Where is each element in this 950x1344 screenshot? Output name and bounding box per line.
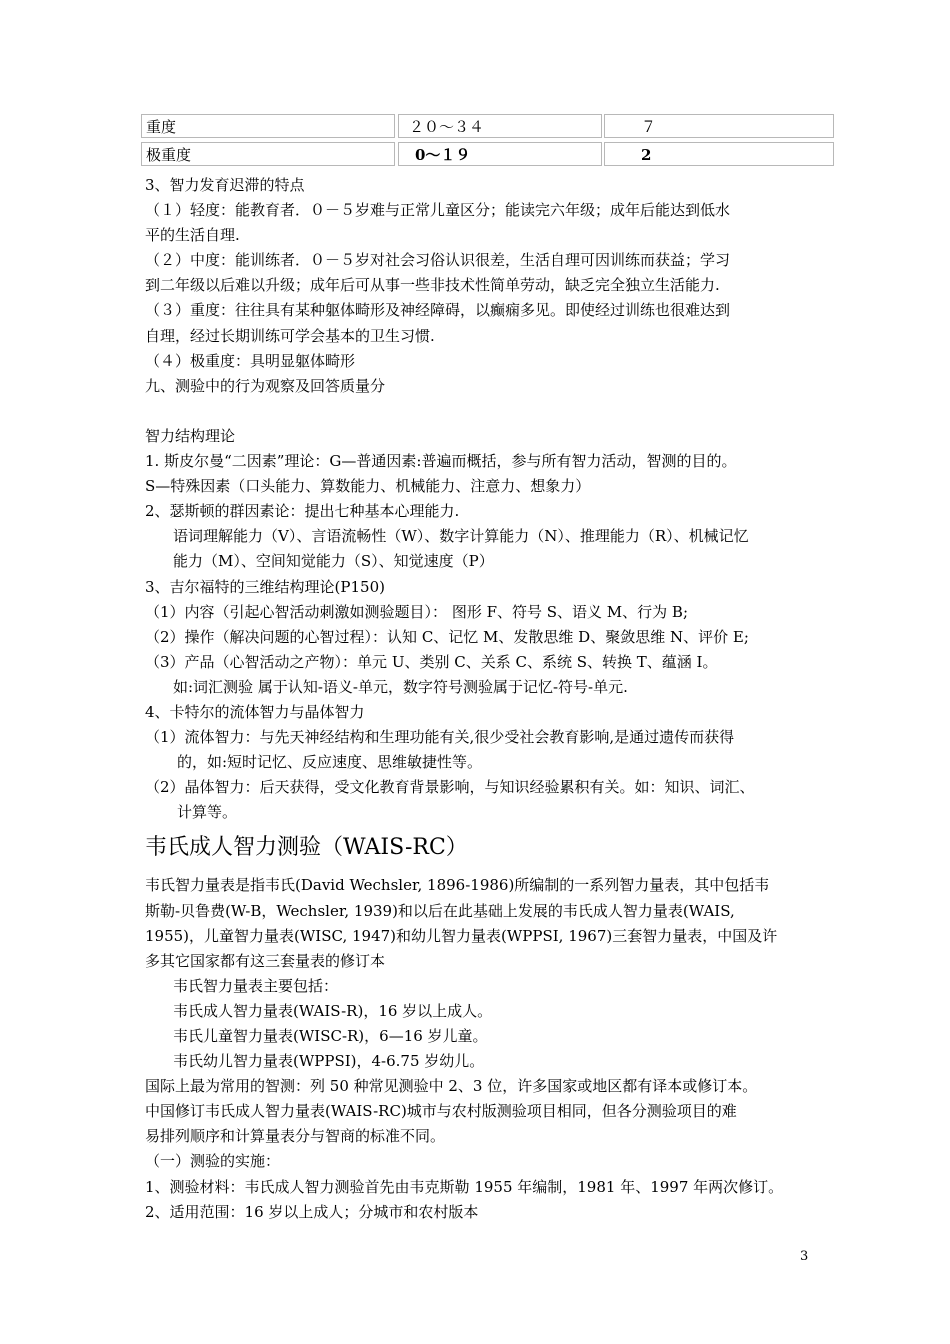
list-item: 韦氏儿童智力量表(WISC-R)，6—16 岁儿童。 (173, 1027, 488, 1045)
paragraph-line: 1. 斯皮尔曼“二因素”理论：G—普通因素:普遍而概括，参与所有智力活动，智测的目的。 (145, 452, 737, 471)
section-heading: 智力结构理论 (145, 426, 236, 445)
paragraph-line: （１）轻度：能教育者．０－５岁难与正常儿童区分；能读完六年级；成年后能达到低水 (145, 201, 731, 220)
paragraph-line: 2、瑟斯顿的群因素论：提出七种基本心理能力. (145, 502, 460, 521)
section-heading: （一）测验的实施： (145, 1152, 281, 1171)
table-cell-level: 极重度 (141, 142, 395, 166)
paragraph-line: 1955)，儿童智力量表(WISC, 1947)和幼儿智力量表(WPPSI, 1967)三套智力量表，中国及许 (145, 926, 778, 945)
paragraph-line: 韦氏智力量表主要包括： (173, 976, 339, 995)
table-cell-percent: 2 (604, 142, 834, 166)
paragraph-line: 平的生活自理. (145, 226, 240, 245)
paragraph-line: 2、适用范围：16 岁以上成人；分城市和农村版本 (145, 1202, 479, 1221)
list-item: 韦氏幼儿智力量表(WPPSI)，4-6.75 岁幼儿。 (173, 1052, 485, 1071)
table-cell-range: ２０～３４ (398, 114, 602, 138)
paragraph-line: 计算等。 (177, 803, 238, 822)
table-cell-range: 0～１９ (398, 142, 602, 166)
paragraph-line: 语词理解能力（V）、言语流畅性（W）、数字计算能力（N）、推理能力（R）、机械记忆 (173, 527, 749, 546)
paragraph-line: 自理，经过长期训练可学会基本的卫生习惯. (145, 326, 435, 345)
paragraph-line: 国际上最为常用的智测：列 50 种常见测验中 2、3 位，许多国家或地区都有译本或修订本。 (145, 1077, 758, 1096)
list-item: （1）内容（引起心智活动刺激如测验题目）： 图形 F、符号 S、语义 M、行为 B; (145, 602, 689, 621)
paragraph-line: （３）重度：往往具有某种躯体畸形及神经障碍，以癫痫多见。即使经过训练也很难达到 (145, 301, 731, 320)
page-title (145, 827, 813, 869)
section-heading: 3、智力发育迟滞的特点 (145, 176, 305, 194)
paragraph-line: （２）中度：能训练者．０－５岁对社会习俗认识很差，生活自理可因训练而获益；学习 (145, 251, 731, 270)
paragraph-line: 3、吉尔福特的三维结构理论(P150) (145, 577, 385, 596)
page-number: 3 (800, 1249, 809, 1264)
paragraph-line: 如:词汇测验 属于认知-语义-单元，数字符号测验属于记忆-符号-单元. (173, 677, 628, 696)
paragraph-line: 斯勒-贝鲁费(W-B，Wechsler, 1939)和以后在此基础上发展的韦氏成人智力量表(WAIS, (145, 901, 735, 920)
blank-line (145, 399, 813, 424)
list-item: 韦氏成人智力量表(WAIS-R)，16 岁以上成人。 (173, 1001, 493, 1020)
paragraph-line: （４）极重度：具明显躯体畸形 (145, 351, 356, 370)
paragraph-line: 到二年级以后难以升级；成年后可从事一些非技术性简单劳动，缺乏完全独立生活能力. (145, 276, 720, 295)
table-cell-level: 重度 (141, 114, 395, 138)
paragraph-line: 能力（M）、空间知觉能力（S）、知觉速度（P） (173, 552, 494, 571)
paragraph-line: 4、卡特尔的流体智力与晶体智力 (145, 702, 365, 721)
section-heading: 九、测验中的行为观察及回答质量分 (145, 376, 386, 395)
paragraph-line: 韦氏智力量表是指韦氏(David Wechsler, 1896-1986)所编制的一系列智力量表，其中包括韦 (145, 876, 770, 895)
paragraph-line: S—特殊因素（口头能力、算数能力、机械能力、注意力、想象力） (145, 477, 591, 496)
list-item: （1）流体智力：与先天神经结构和生理功能有关,很少受社会教育影响,是通过遗传而获得 (145, 728, 735, 747)
paragraph-line: 中国修订韦氏成人智力量表(WAIS-RC)城市与农村版测验项目相同，但各分测验项目的难 (145, 1102, 737, 1121)
list-item: （2）晶体智力：后天获得，受文化教育背景影响，与知识经验累积有关。如：知识、词汇、 (145, 778, 755, 797)
table-cell-percent: ７ (604, 114, 834, 138)
list-item: （2）操作（解决问题的心智过程）：认知 C、记忆 M、发散思维 D、聚敛思维 N、评价 E; (145, 627, 749, 646)
paragraph-line: 1、测验材料：韦氏成人智力测验首先由韦克斯勒 1955 年编制，1981 年、1997 年两次修订。 (145, 1177, 784, 1196)
heading-text: 韦氏成人智力测验（WAIS-RC） (145, 835, 468, 861)
paragraph-line: 的，如:短时记忆、反应速度、思维敏捷性等。 (177, 753, 483, 772)
document-body (145, 173, 813, 1225)
list-item: （3）产品（心智活动之产物）：单元 U、类别 C、关系 C、系统 S、转换 T、蕴涵 I。 (145, 652, 718, 671)
paragraph-line: 多其它国家都有这三套量表的修订本 (145, 951, 386, 970)
paragraph-line: 易排列顺序和计算量表分与智商的标准不同。 (145, 1127, 446, 1146)
